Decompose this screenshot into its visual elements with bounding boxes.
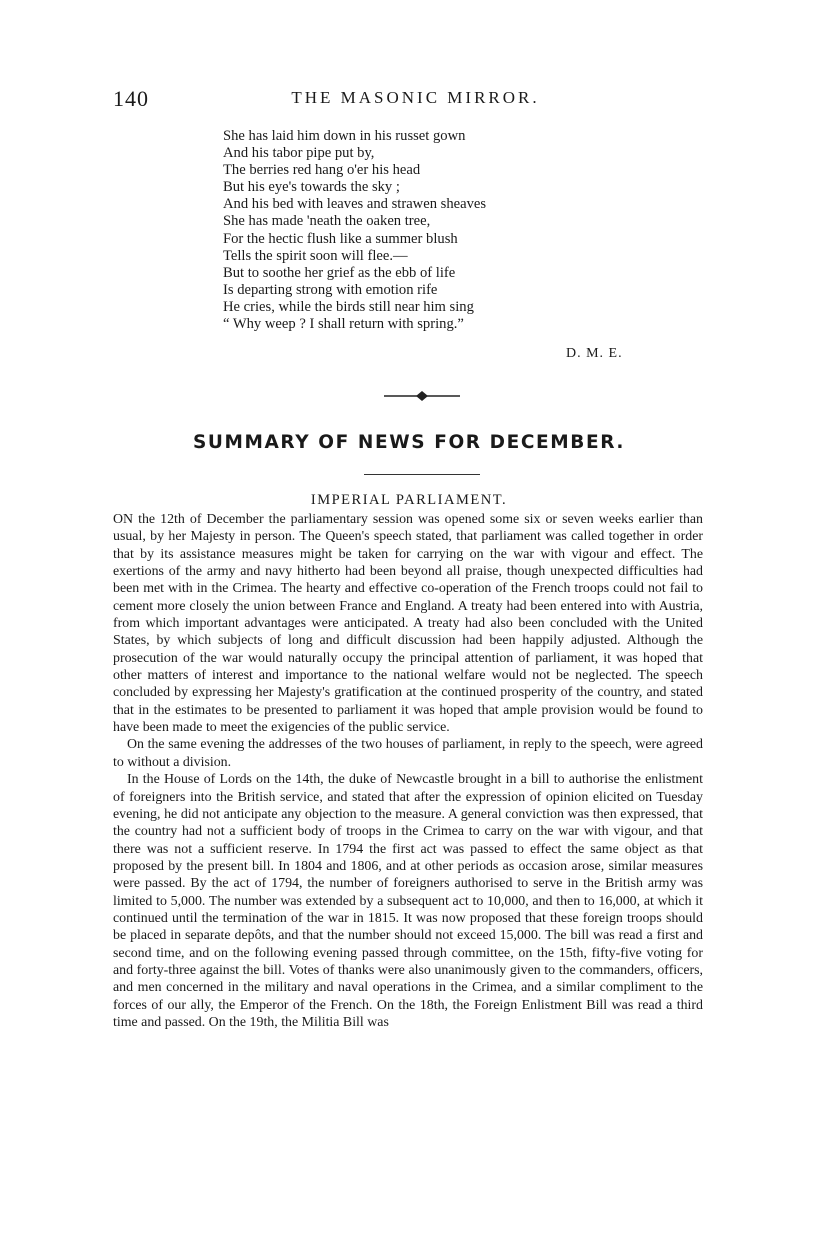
poem-line: Tells the spirit soon will flee.— bbox=[223, 247, 408, 264]
journal-title: THE MASONIC MIRROR. bbox=[291, 88, 540, 107]
poem-line: But his eye's towards the sky ; bbox=[223, 179, 400, 196]
poem-line: For the hectic flush like a summer blush bbox=[223, 230, 458, 247]
article-body bbox=[113, 511, 703, 1031]
poem-line: But to soothe her grief as the ebb of life bbox=[223, 264, 456, 281]
poem-line: Is departing strong with emotion rife bbox=[223, 281, 438, 298]
poem bbox=[223, 128, 643, 333]
poem-line: She has laid him down in his russet gown bbox=[223, 128, 466, 144]
article-paragraph: ON the 12th of December the parliamentary session was opened some six or seven weeks earlier than usual, by her Majesty in person. The Queen's speech stated, that parliament was called together in order that by its assistance measures might be taken for carrying on the war with vigour and effect. The exertions of the army and navy hitherto had been beyond all praise, though unexpected difficulties had been met with in the Crimea. The hearty and effective co-operation of the French troops could not fail to cement more closely the union between France and England. A treaty had been entered into with Austria, from which important advantages were anticipated. A treaty had also been concluded with the United States, by which subjects of long and difficult discussion had been happily adjusted. Although the prosecution of the war would naturally occupy the principal attention of parliament, it was hoped that other matters of interest and importance to the national welfare would not be neglected. The speech concluded by expressing her Majesty's gratification at the continued prosperity of the country, and stated that in the estimates to be presented to parliament it was hoped that ample provision would be found to have been made to meet the exigencies of the public service. bbox=[113, 512, 703, 736]
poem-signature: D. M. E. bbox=[566, 346, 623, 361]
poem-line: “ Why weep ? I shall return with spring.” bbox=[223, 316, 464, 333]
title-rule bbox=[364, 474, 480, 475]
poem-line: And his tabor pipe put by, bbox=[223, 145, 375, 162]
poem-line: The berries red hang o'er his head bbox=[223, 162, 421, 179]
poem-line: She has made 'neath the oaken tree, bbox=[223, 213, 431, 230]
section-subheading: IMPERIAL PARLIAMENT. bbox=[310, 492, 508, 508]
poem-line: And his bed with leaves and strawen sheaves bbox=[223, 196, 487, 213]
poem-line: He cries, while the birds still near him sing bbox=[223, 298, 474, 315]
page-number: 140 bbox=[113, 86, 149, 111]
section-title: SUMMARY OF NEWS FOR DECEMBER. bbox=[192, 432, 626, 453]
article-paragraph: On the same evening the addresses of the two houses of parliament, in reply to the speech, were agreed to without a division. bbox=[113, 737, 703, 770]
running-head bbox=[113, 86, 718, 112]
section-divider-ornament bbox=[384, 390, 460, 402]
article-paragraph: In the House of Lords on the 14th, the duke of Newcastle brought in a bill to authorise the enlistment of foreigners into the British service, and stated that after the expression of opinion elicited on Tuesday evening, he did not anticipate any objection to the measure. A general conviction was then expressed, that the country had not a sufficient body of troops in the Crimea to carry on the war with vigour, and that there was not a sufficient reserve. In 1794 the first act was passed to effect the same object as that proposed by the present bill. In 1804 and 1806, and at other periods as occasion arose, similar measures were passed. By the act of 1794, the number of foreigners authorised to serve in the British army was limited to 5,000. The number was extended by a subsequent act to 10,000, and then to 16,000, at which it continued until the termination of the war in 1815. It was now proposed that these foreign troops should be placed in separate depôts, and that the number should not exceed 15,000. The bill was read a first and second time, and on the following evening passed through committee, on the 15th, fifty-five voting for and forty-three against the bill. Votes of thanks were also unanimously given to the commanders, officers, and men concerned in the military and naval operations in the Crimea, and a similar compliment to the forces of our ally, the Emperor of the French. On the 18th, the Foreign Enlistment Bill was read a third time and passed. On the 19th, the Militia Bill was bbox=[113, 772, 703, 1030]
